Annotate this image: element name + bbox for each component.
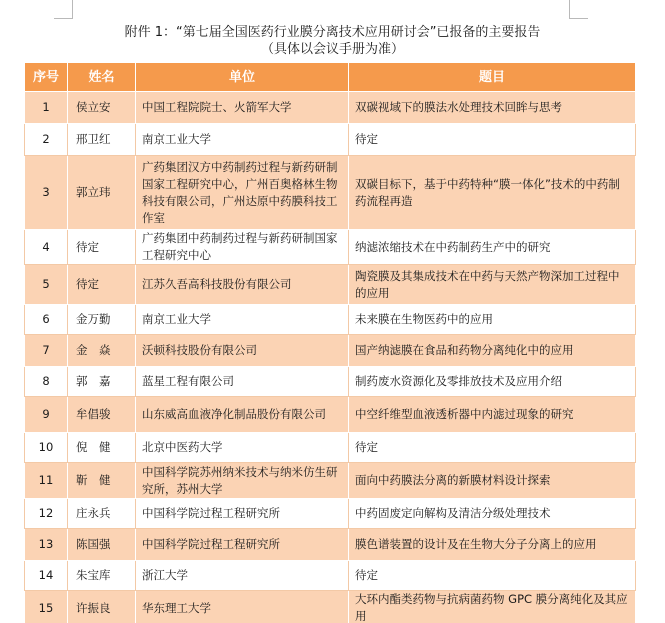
table-row [25, 124, 636, 156]
row-number: 4 [25, 230, 68, 265]
speaker-unit: 华东理工大学 [136, 591, 349, 623]
report-topic: 纳滤浓缩技术在中药制药生产中的研究 [349, 230, 636, 265]
speaker-unit: 中国科学院过程工程研究所 [136, 529, 349, 561]
row-number: 8 [25, 367, 68, 397]
table-row [25, 265, 636, 305]
speaker-unit: 山东威高血液净化制品股份有限公司 [136, 397, 349, 433]
speaker-name: 待定 [68, 265, 136, 305]
table-row [25, 433, 636, 463]
table-row [25, 230, 636, 265]
report-topic: 国产纳滤膜在食品和药物分离纯化中的应用 [349, 335, 636, 367]
report-topic: 中药固废定向解构及清洁分级处理技术 [349, 499, 636, 529]
speaker-name: 待定 [68, 230, 136, 265]
column-header-name: 姓名 [68, 63, 136, 92]
speaker-unit: 南京工业大学 [136, 305, 349, 335]
row-number: 10 [25, 433, 68, 463]
speaker-unit: 中国科学院苏州纳米技术与纳米仿生研究所，苏州大学 [136, 463, 349, 499]
report-topic: 双碳目标下，基于中药特种“膜一体化”技术的中药制药流程再造 [349, 156, 636, 230]
column-header-topic: 题目 [349, 63, 636, 92]
row-number: 5 [25, 265, 68, 305]
speaker-unit: 中国工程院院士、火箭军大学 [136, 92, 349, 124]
table-row [25, 156, 636, 230]
speaker-name: 庄永兵 [68, 499, 136, 529]
table-row [25, 92, 636, 124]
row-number: 1 [25, 92, 68, 124]
document-title: 附件 1：“第七届全国医药行业膜分离技术应用研讨会”已报备的主要报告 [124, 25, 541, 40]
speaker-name: 侯立安 [68, 92, 136, 124]
row-number: 6 [25, 305, 68, 335]
speaker-unit: 江苏久吾高科技股份有限公司 [136, 265, 349, 305]
column-header-no: 序号 [25, 63, 68, 92]
table-row [25, 397, 636, 433]
table-row [25, 561, 636, 591]
speaker-unit: 浙江大学 [136, 561, 349, 591]
page-corner-mark-left [54, 0, 73, 19]
speaker-name: 陈国强 [68, 529, 136, 561]
report-topic: 大环内酯类药物与抗病菌药物 GPC 膜分离纯化及其应用 [349, 591, 636, 623]
row-number: 3 [25, 156, 68, 230]
row-number: 7 [25, 335, 68, 367]
report-topic: 中空纤维型血液透析器中内滤过现象的研究 [349, 397, 636, 433]
row-number: 9 [25, 397, 68, 433]
speaker-unit: 中国科学院过程工程研究所 [136, 499, 349, 529]
speaker-name: 郭 嘉 [68, 367, 136, 397]
row-number: 14 [25, 561, 68, 591]
speaker-unit: 南京工业大学 [136, 124, 349, 156]
row-number: 2 [25, 124, 68, 156]
report-table [24, 62, 636, 623]
speaker-name: 倪 健 [68, 433, 136, 463]
speaker-name: 邢卫红 [68, 124, 136, 156]
column-header-unit: 单位 [136, 63, 349, 92]
report-topic: 未来膜在生物医药中的应用 [349, 305, 636, 335]
report-topic: 待定 [349, 561, 636, 591]
report-topic: 待定 [349, 124, 636, 156]
speaker-unit: 广药集团汉方中药制药过程与新药研制国家工程研究中心，广州百奥格林生物科技有限公司，广州达原中药膜科技工作室 [136, 156, 349, 230]
document-subtitle: （具体以会议手册为准） [260, 42, 404, 57]
speaker-name: 金 焱 [68, 335, 136, 367]
row-number: 12 [25, 499, 68, 529]
report-topic: 陶瓷膜及其集成技术在中药与天然产物深加工过程中的应用 [349, 265, 636, 305]
report-topic: 双碳视域下的膜法水处理技术回眸与思考 [349, 92, 636, 124]
speaker-unit: 沃顿科技股份有限公司 [136, 335, 349, 367]
table-row [25, 499, 636, 529]
row-number: 15 [25, 591, 68, 623]
table-header-row [25, 63, 636, 92]
speaker-name: 金万勤 [68, 305, 136, 335]
row-number: 11 [25, 463, 68, 499]
table-row [25, 305, 636, 335]
speaker-unit: 北京中医药大学 [136, 433, 349, 463]
report-topic: 膜色谱装置的设计及在生物大分子分离上的应用 [349, 529, 636, 561]
page-corner-mark-right [569, 0, 588, 19]
speaker-name: 郭立玮 [68, 156, 136, 230]
speaker-name: 靳 健 [68, 463, 136, 499]
report-topic: 制药废水资源化及零排放技术及应用介绍 [349, 367, 636, 397]
table-row [25, 591, 636, 623]
speaker-name: 牟倡骏 [68, 397, 136, 433]
speaker-unit: 广药集团中药制药过程与新药研制国家工程研究中心 [136, 230, 349, 265]
table-row [25, 463, 636, 499]
speaker-name: 朱宝库 [68, 561, 136, 591]
speaker-unit: 蓝星工程有限公司 [136, 367, 349, 397]
row-number: 13 [25, 529, 68, 561]
report-topic: 面向中药膜法分离的新膜材料设计探索 [349, 463, 636, 499]
table-row [25, 529, 636, 561]
table-row [25, 367, 636, 397]
report-topic: 待定 [349, 433, 636, 463]
table-row [25, 335, 636, 367]
speaker-name: 许振良 [68, 591, 136, 623]
